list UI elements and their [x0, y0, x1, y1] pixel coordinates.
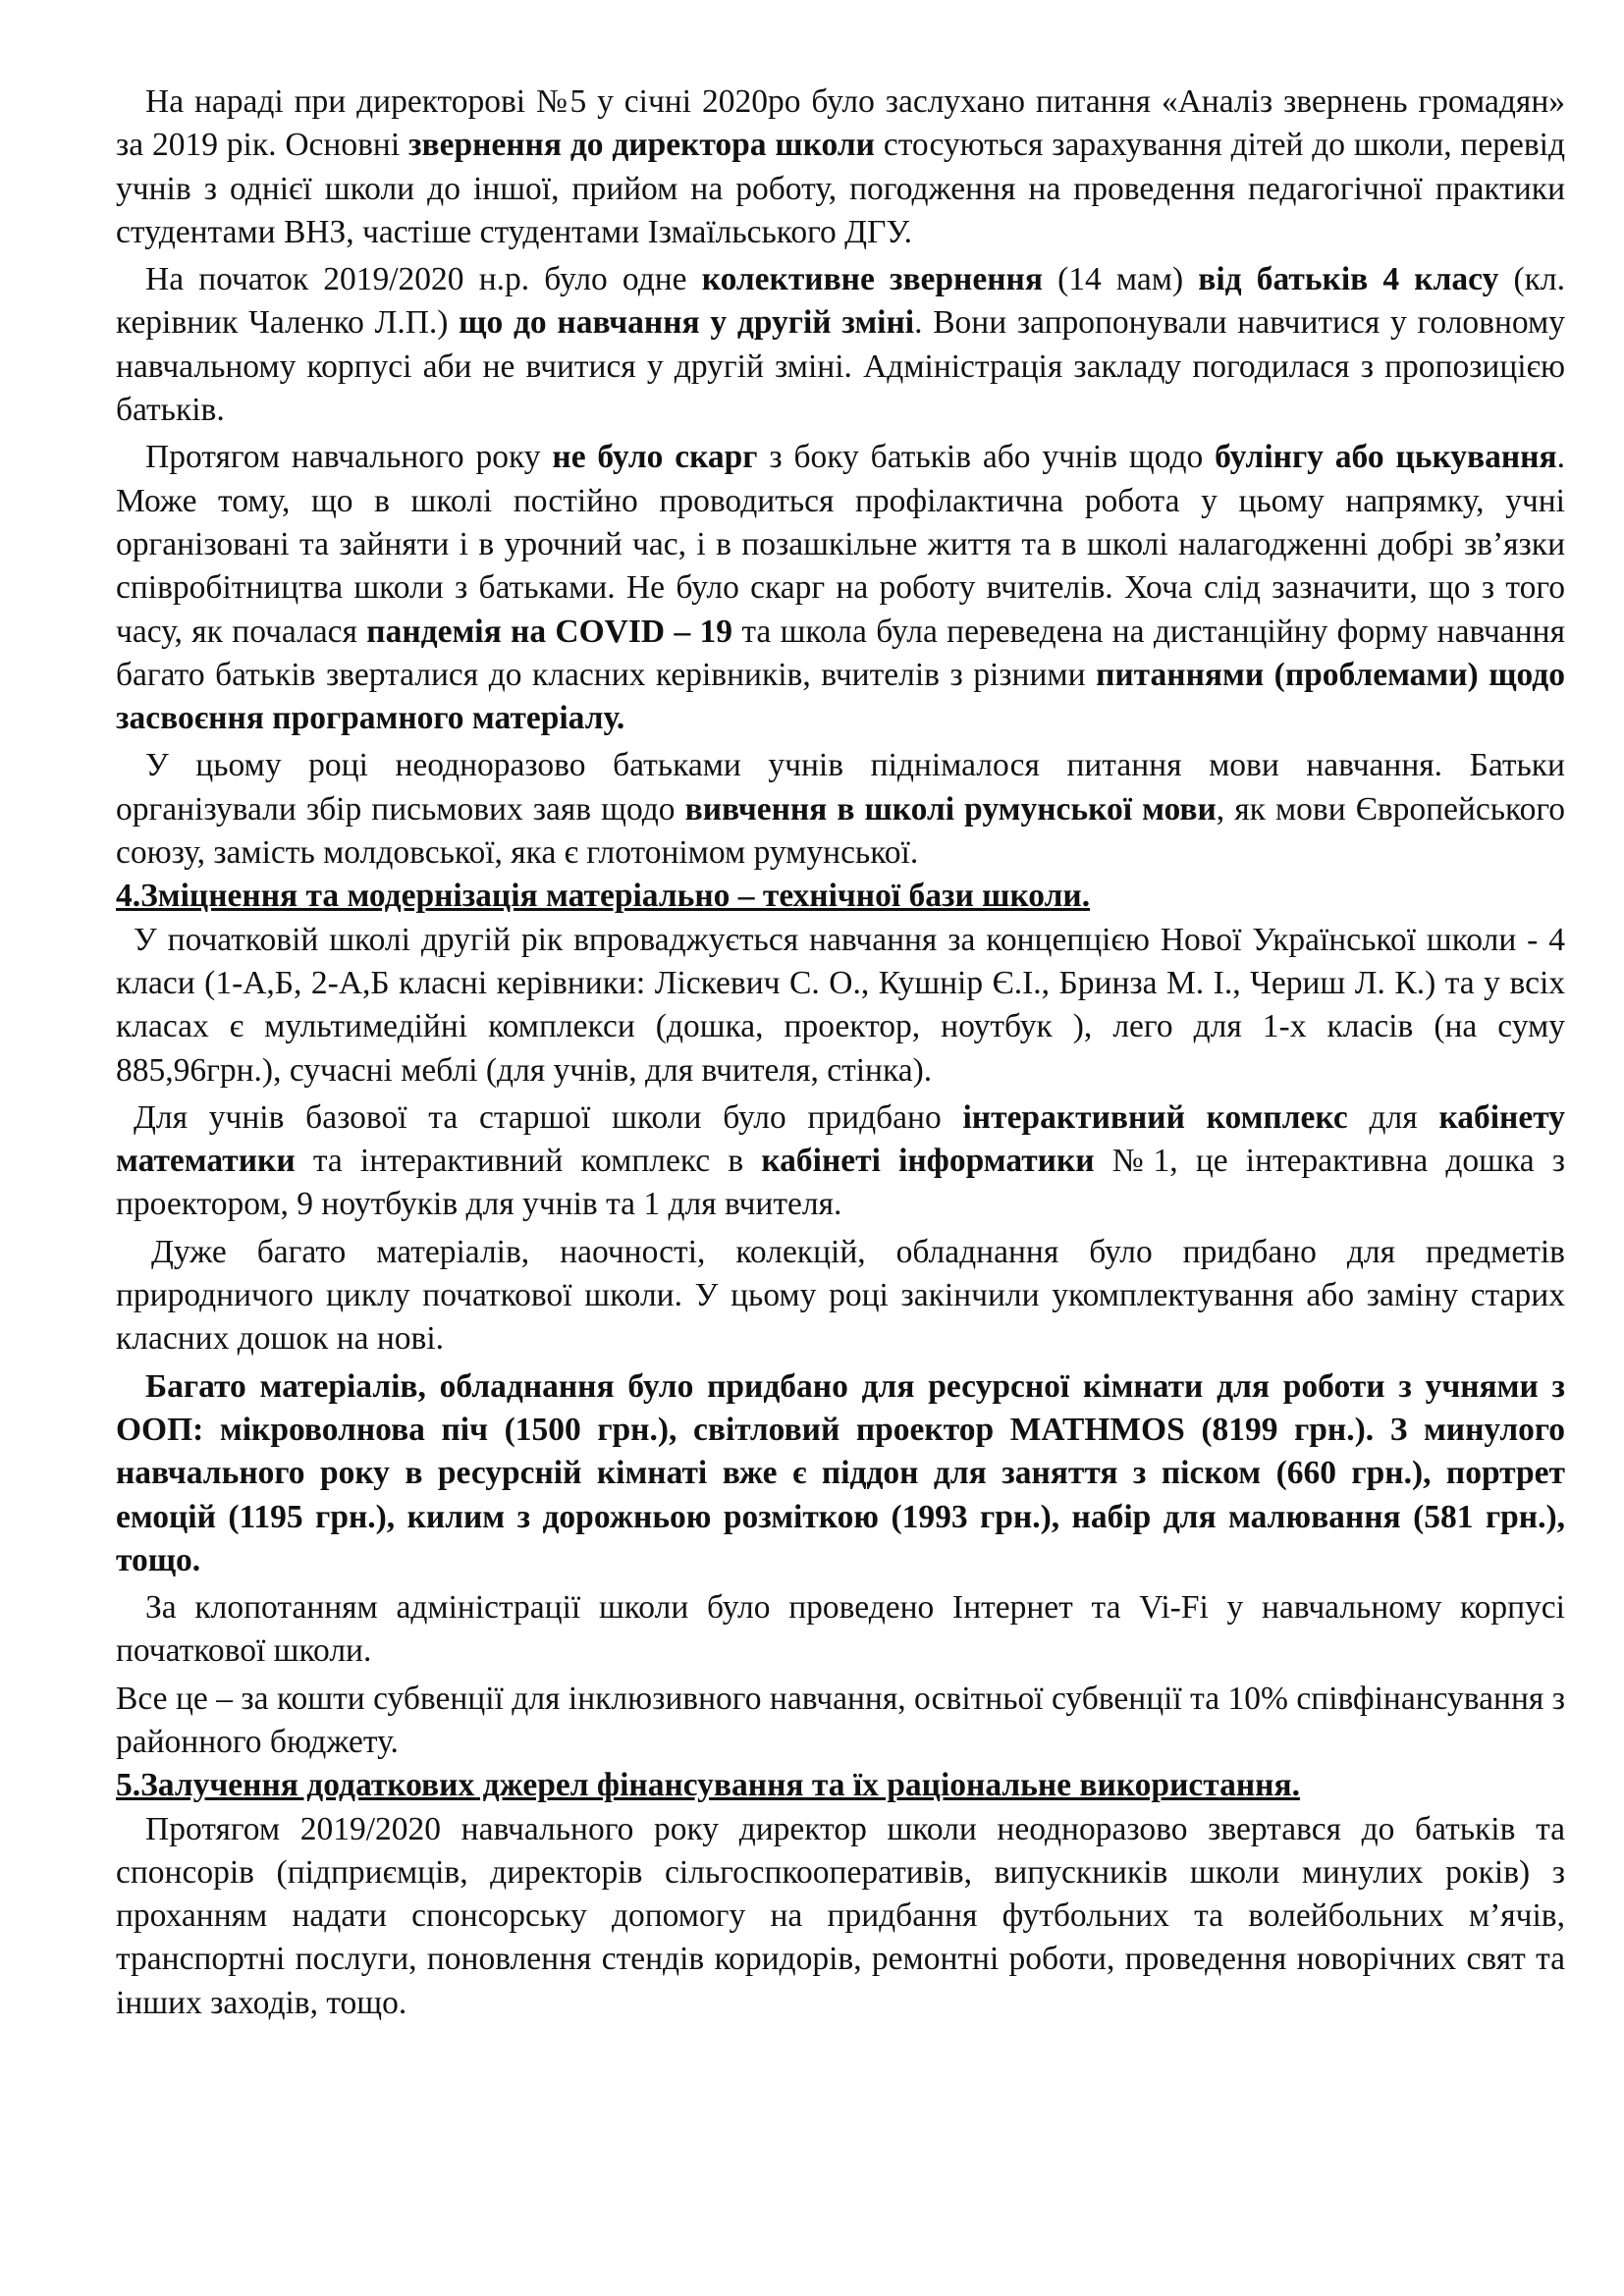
paragraph-internet-wifi [116, 1586, 1565, 1674]
bold-text: вивчення в школі румунської мови [684, 790, 1217, 828]
text-run: . Вони запропонували навчитися у головному навчальному корпусі аби не вчитися у другій зміні. Адміністрація закладу погодилася з пропозицією батьків. [116, 304, 1565, 429]
paragraph-interactive-complex [116, 1096, 1565, 1227]
paragraph-resource-room [116, 1365, 1565, 1582]
paragraph-sponsors [116, 1808, 1565, 2025]
text-run: Все це – за кошти субвенції для інклюзивного навчання, освітньої субвенції та 10% співфінансування з районного бюджету. [116, 1680, 1565, 1760]
text-run: На нараді при директорові №5 у січні 2020ро було заслухано питання «Аналіз звернень громадян» за 2019 рік. Основні [116, 83, 1565, 164]
bold-text: що до навчання у другій зміні [459, 304, 915, 342]
paragraph-no-complaints [116, 436, 1565, 740]
bold-text: від батьків 4 класу [1198, 261, 1499, 298]
text-run: , як мови Європейського союзу, замість молдовської, яка є глотонімом румунської. [116, 790, 1565, 872]
text-run: та інтерактивний комплекс в [295, 1143, 762, 1180]
bold-text: питаннями (проблемами) щодо засвоєння програмного матеріалу. [116, 656, 1565, 737]
bold-text: булінгу або цькування [1215, 439, 1557, 476]
section-heading-5: 5.Залучення додаткових джерел фінансування та їх раціональне використання. [116, 1767, 1300, 1804]
bold-text: Багато матеріалів, обладнання було придбано для ресурсної кімнати для роботи з учнями з ООП: мікроволнова піч (1500 грн.), світловий проектор MATHMOS (8199 грн.). З минулого навчального року в ресурсній кімнаті вже є піддон для заняття з піском (660 грн.), портрет емоцій (1195 грн.), килим з дорожньою розміткою (1993 грн.), набір для малювання (581 грн.), тощо. [116, 1367, 1565, 1578]
bold-text: звернення до директора школи [408, 127, 875, 164]
document-page [116, 80, 1565, 2025]
text-run: (14 мам) [1042, 261, 1199, 298]
text-run: На початок 2019/2020 н.р. було одне [145, 261, 702, 298]
bold-text: колективне звернення [701, 261, 1043, 298]
paragraph-natural-sciences [116, 1231, 1565, 1362]
text-run: та школа була переведена на дистанційну форму навчання багато батьків зверталися до класних керівників, вчителів з різними [116, 613, 1565, 693]
text-run: стосуються зарахування дітей до школи, перевід учнів з однієї школи до іншої, прийом на роботу, погодження на проведення педагогічної практики студентами ВНЗ, частіше студентами Ізмаїльського ДГУ. [116, 127, 1566, 250]
text-run: . Може тому, що в школі постійно проводиться профілактична робота у цьому напрямку, учні організовані та зайняти і в урочний час, і в позашкільне життя та в школі налагодженні добрі зв’язки співробітництва школи з батьками. Не було скарг на роботу вчителів. Хоча слід зазначити, що з того часу, як почалася [116, 439, 1565, 650]
text-run: Протягом навчального року [145, 439, 553, 476]
text-run: За клопотанням адміністрації школи було проведено Інтернет та Vi-Fi у навчальному корпусі початкової школи. [116, 1589, 1565, 1670]
bold-text: інтерактивний комплекс [962, 1098, 1348, 1136]
text-run: з боку батьків або учнів щодо [757, 439, 1216, 476]
paragraph-new-ukrainian-school [116, 919, 1565, 1093]
text-run: У цьому році неодноразово батьками учнів піднімалося питання мови навчання. Батьки організували збір письмових заяв щодо [116, 747, 1565, 828]
text-run: Для учнів базової та старшої школи було придбано [134, 1098, 963, 1136]
paragraph-language-of-instruction [116, 744, 1565, 875]
text-run: (кл. керівник Чаленко Л.П.) [116, 261, 1565, 342]
paragraph-appeals-analysis [116, 80, 1565, 254]
bold-text: кабінету математики [116, 1098, 1565, 1180]
paragraph-funding-sources [116, 1678, 1565, 1765]
section-heading-4: 4.Зміцнення та модернізація матеріально – технічної бази школи. [116, 878, 1091, 915]
text-run: №1, це інтерактивна дошка з проектором, 9 ноутбуків для учнів та 1 для вчителя. [116, 1143, 1566, 1223]
bold-text: пандемія на COVID – 19 [366, 613, 733, 650]
paragraph-collective-appeal [116, 258, 1565, 432]
text-run: Протягом 2019/2020 навчального року директор школи неодноразово звертався до батьків та спонсорів (підприємців, директорів сільгоспкооперативів, випускників школи минулих років) з проханням надати спонсорську допомогу на придбання футбольних та волейбольних м’ячів, транспортні послуги, поновлення стендів коридорів, ремонтні роботи, проведення новорічних свят та інших заходів, тощо. [116, 1810, 1565, 2021]
bold-text: кабінеті інформатики [761, 1143, 1095, 1180]
text-run: для [1347, 1098, 1439, 1136]
text-run: У початковій школі другій рік впроваджується навчання за концепцією Нової Української школи - 4 класи (1-А,Б, 2-А,Б класні керівники: Ліскевич С. О., Кушнір Є.І., Бринза М. І., Чериш Л. К.) та у всіх класах є мультимедійні комплекси (дошка, проектор, ноутбук ), лего для 1-х класів (на суму 885,96грн.), сучасні меблі (для учнів, для вчителя, стінка). [116, 921, 1565, 1089]
bold-text: не було скарг [552, 439, 758, 476]
text-run: Дуже багато матеріалів, наочності, колекцій, обладнання було придбано для предметів природничого циклу початкової школи. У цьому році закінчили укомплектування або заміну старих класних дошок на нові. [116, 1233, 1565, 1358]
